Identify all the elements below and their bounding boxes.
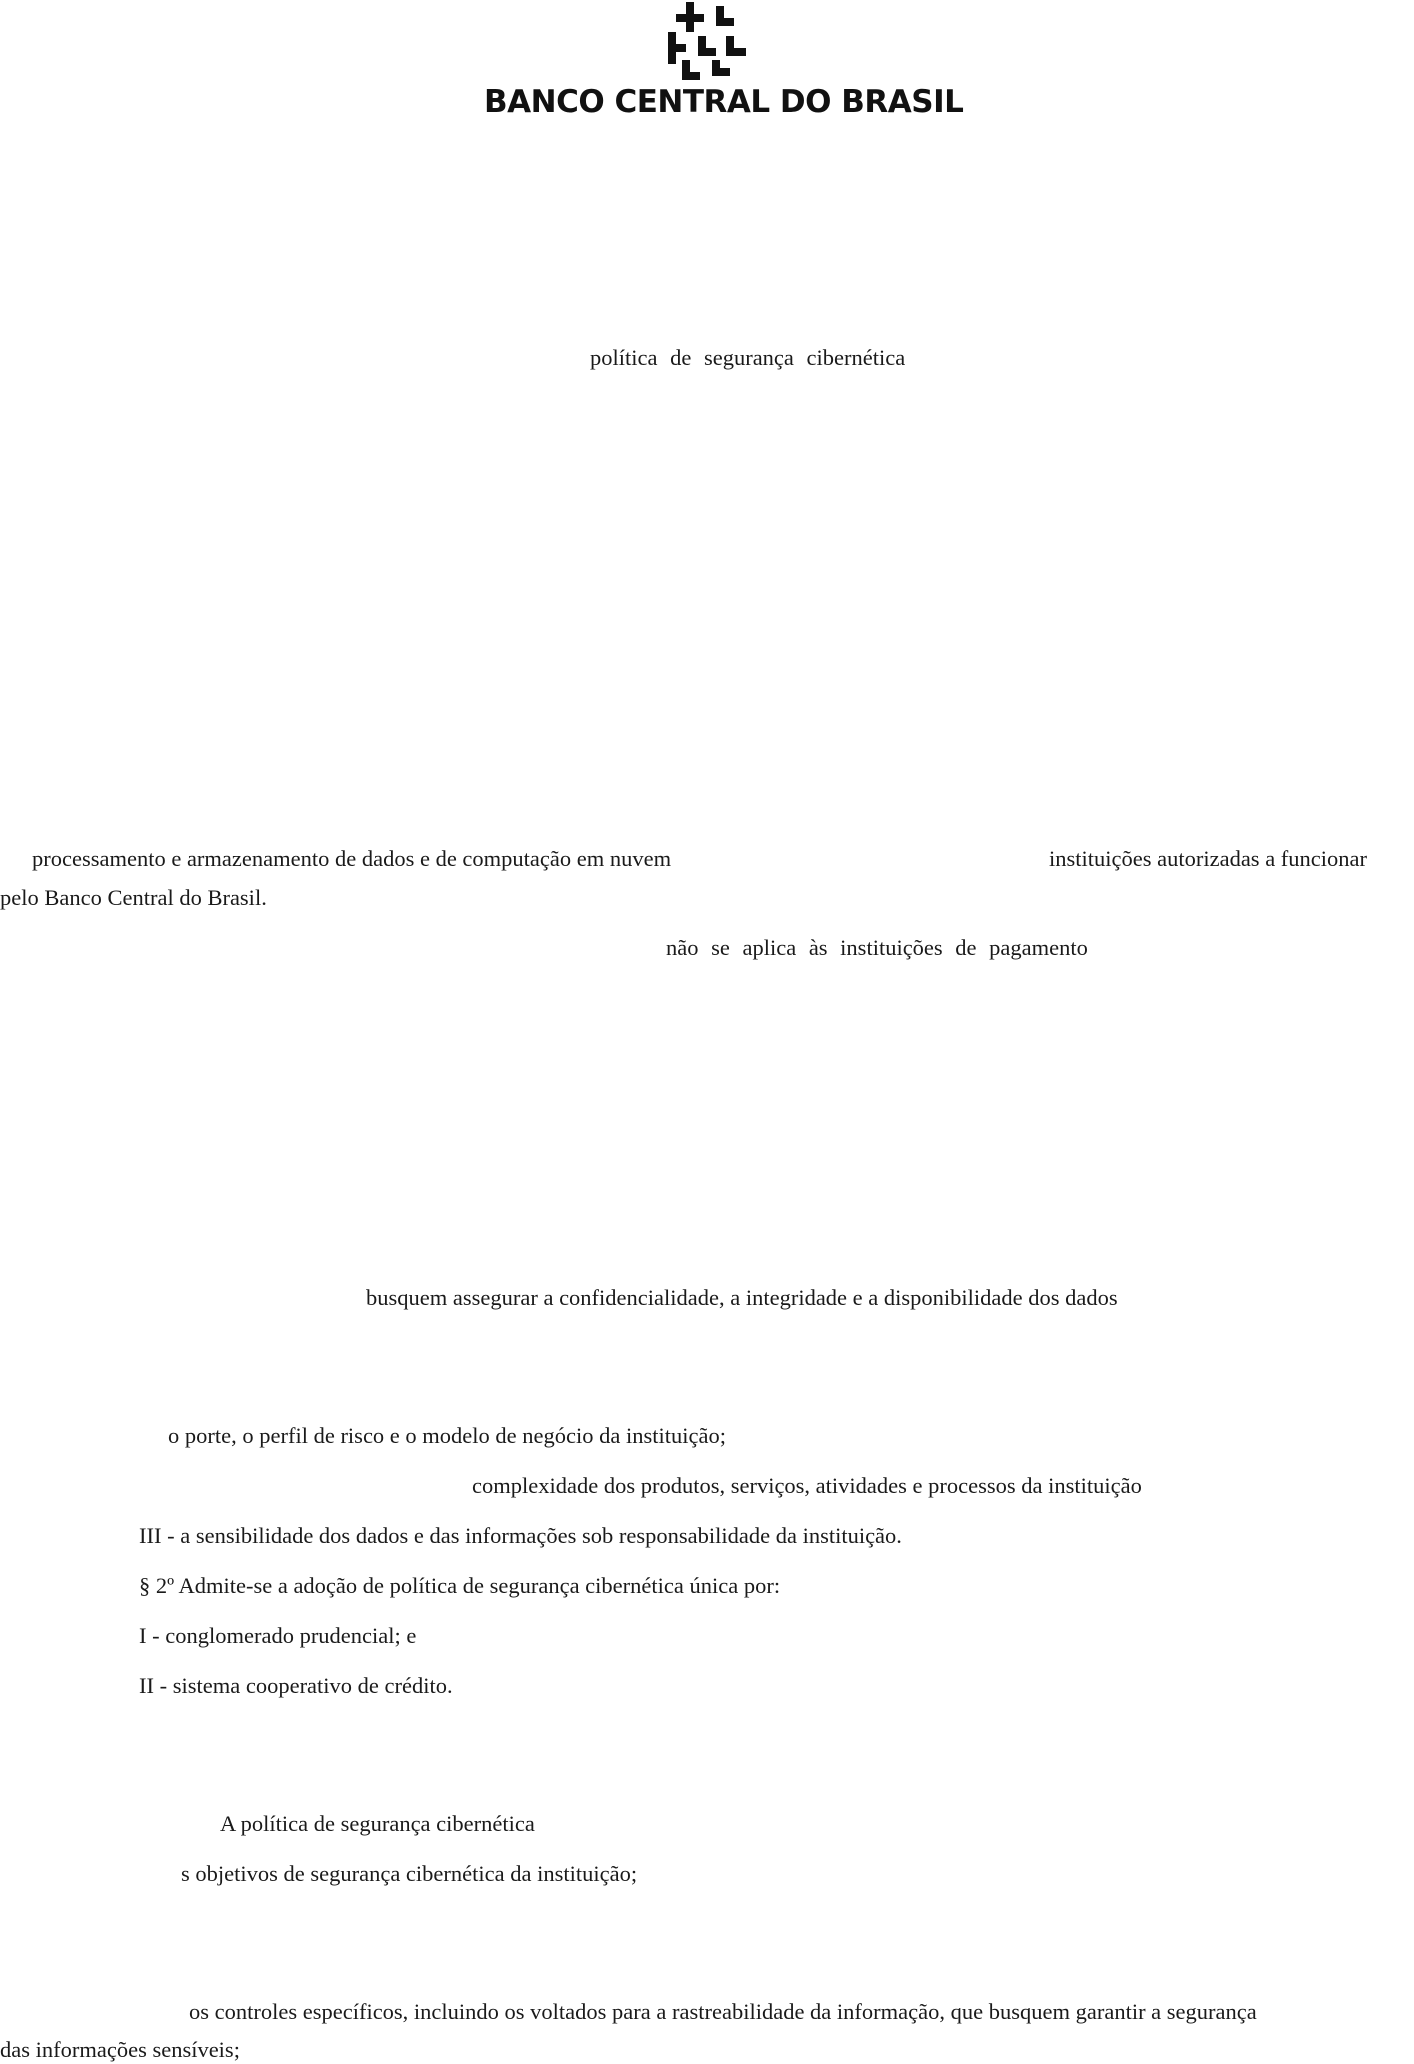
text-line-11: I - conglomerado prudencial; e [139,1623,417,1648]
text-line-16: das informações sensíveis; [0,2037,240,2062]
text-line-13: A política de segurança cibernética [220,1811,535,1836]
text-line-4: pelo Banco Central do Brasil. [0,885,267,910]
text-line-6: busquem assegurar a confidencialidade, a integridade e a disponibilidade dos dados [366,1285,1118,1310]
text-line-7: o porte, o perfil de risco e o modelo de negócio da instituição; [168,1423,726,1448]
text-line-5: não se aplica às instituições de pagamento [666,935,1088,960]
text-line-15: os controles específicos, incluindo os voltados para a rastreabilidade da informação, que busquem garantir a segurança [189,1999,1257,2024]
text-line-8: complexidade dos produtos, serviços, atividades e processos da instituição [472,1473,1142,1498]
bcb-logo-icon [664,2,750,80]
text-line-1: política de segurança cibernética [590,345,906,370]
text-line-12: II - sistema cooperativo de crédito. [139,1673,453,1698]
text-line-10: § 2º Admite-se a adoção de política de segurança cibernética única por: [139,1573,781,1598]
logo-text: BANCO CENTRAL DO BRASIL [484,84,964,120]
text-line-9: III - a sensibilidade dos dados e das informações sob responsabilidade da instituição. [139,1523,902,1548]
text-line-2: processamento e armazenamento de dados e de computação em nuvem [32,846,672,871]
bcb-logo [484,0,964,120]
text-line-14: s objetivos de segurança cibernética da instituição; [181,1861,638,1886]
text-line-3: instituições autorizadas a funcionar [1049,846,1368,871]
